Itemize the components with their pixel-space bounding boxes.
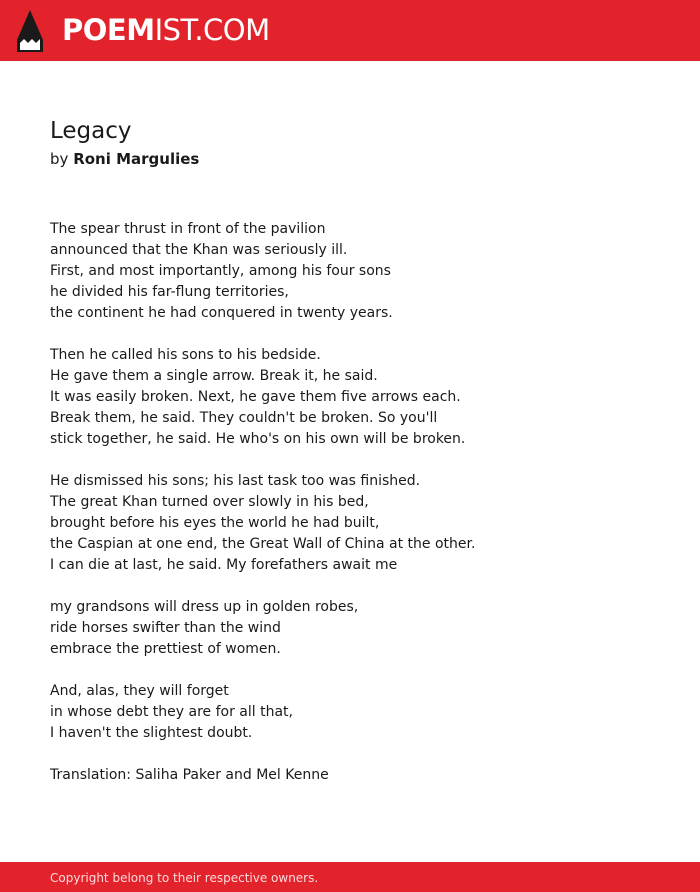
poem-line: He gave them a single arrow. Break it, he said. bbox=[50, 368, 378, 384]
poem-stanza bbox=[50, 219, 650, 324]
site-header bbox=[0, 0, 700, 61]
poem-line: Break them, he said. They couldn't be broken. So you'll bbox=[50, 410, 438, 426]
poem-stanza bbox=[50, 681, 650, 744]
poem-line: ride horses swifter than the wind bbox=[50, 620, 281, 636]
poem-line: First, and most importantly, among his four sons bbox=[50, 263, 391, 279]
poem-line: And, alas, they will forget bbox=[50, 683, 229, 699]
copyright-text: Copyright belong to their respective owners. bbox=[50, 871, 319, 885]
poem-line: stick together, he said. He who's on his own will be broken. bbox=[50, 431, 466, 447]
poem-line: announced that the Khan was seriously ill. bbox=[50, 242, 348, 258]
brand-bold: POEM bbox=[62, 13, 155, 47]
poem-stanza bbox=[50, 471, 650, 576]
poem-stanza bbox=[50, 597, 650, 660]
poem-line: my grandsons will dress up in golden robes, bbox=[50, 599, 359, 615]
poem-line: embrace the prettiest of women. bbox=[50, 641, 281, 657]
poem-stanza bbox=[50, 765, 650, 786]
poem-stanza bbox=[50, 345, 650, 450]
site-logo-link[interactable] bbox=[62, 13, 270, 47]
brand-rest: IST.COM bbox=[154, 13, 270, 47]
pencil-tip-icon[interactable] bbox=[17, 10, 43, 52]
poem-body bbox=[50, 219, 650, 807]
site-footer bbox=[0, 862, 700, 892]
poem-line: brought before his eyes the world he had built, bbox=[50, 515, 380, 531]
poem-line: Translation: Saliha Paker and Mel Kenne bbox=[50, 767, 329, 783]
poem-line: the Caspian at one end, the Great Wall of China at the other. bbox=[50, 536, 476, 552]
poem-line: He dismissed his sons; his last task too was finished. bbox=[50, 473, 421, 489]
poem-line: It was easily broken. Next, he gave them five arrows each. bbox=[50, 389, 461, 405]
poem-line: I can die at last, he said. My forefathers await me bbox=[50, 557, 398, 573]
poem-line: in whose debt they are for all that, bbox=[50, 704, 293, 720]
poem-line: The spear thrust in front of the pavilion bbox=[50, 221, 326, 237]
poem-line: Then he called his sons to his bedside. bbox=[50, 347, 321, 363]
poem-line: The great Khan turned over slowly in his bed, bbox=[50, 494, 369, 510]
author-name[interactable]: Roni Margulies bbox=[73, 150, 200, 168]
byline bbox=[50, 149, 199, 169]
poem-line: I haven't the slightest doubt. bbox=[50, 725, 253, 741]
poem-title: Legacy bbox=[50, 118, 132, 144]
by-label: by bbox=[50, 150, 69, 168]
poem-line: he divided his far-flung territories, bbox=[50, 284, 289, 300]
poem-line: the continent he had conquered in twenty years. bbox=[50, 305, 393, 321]
